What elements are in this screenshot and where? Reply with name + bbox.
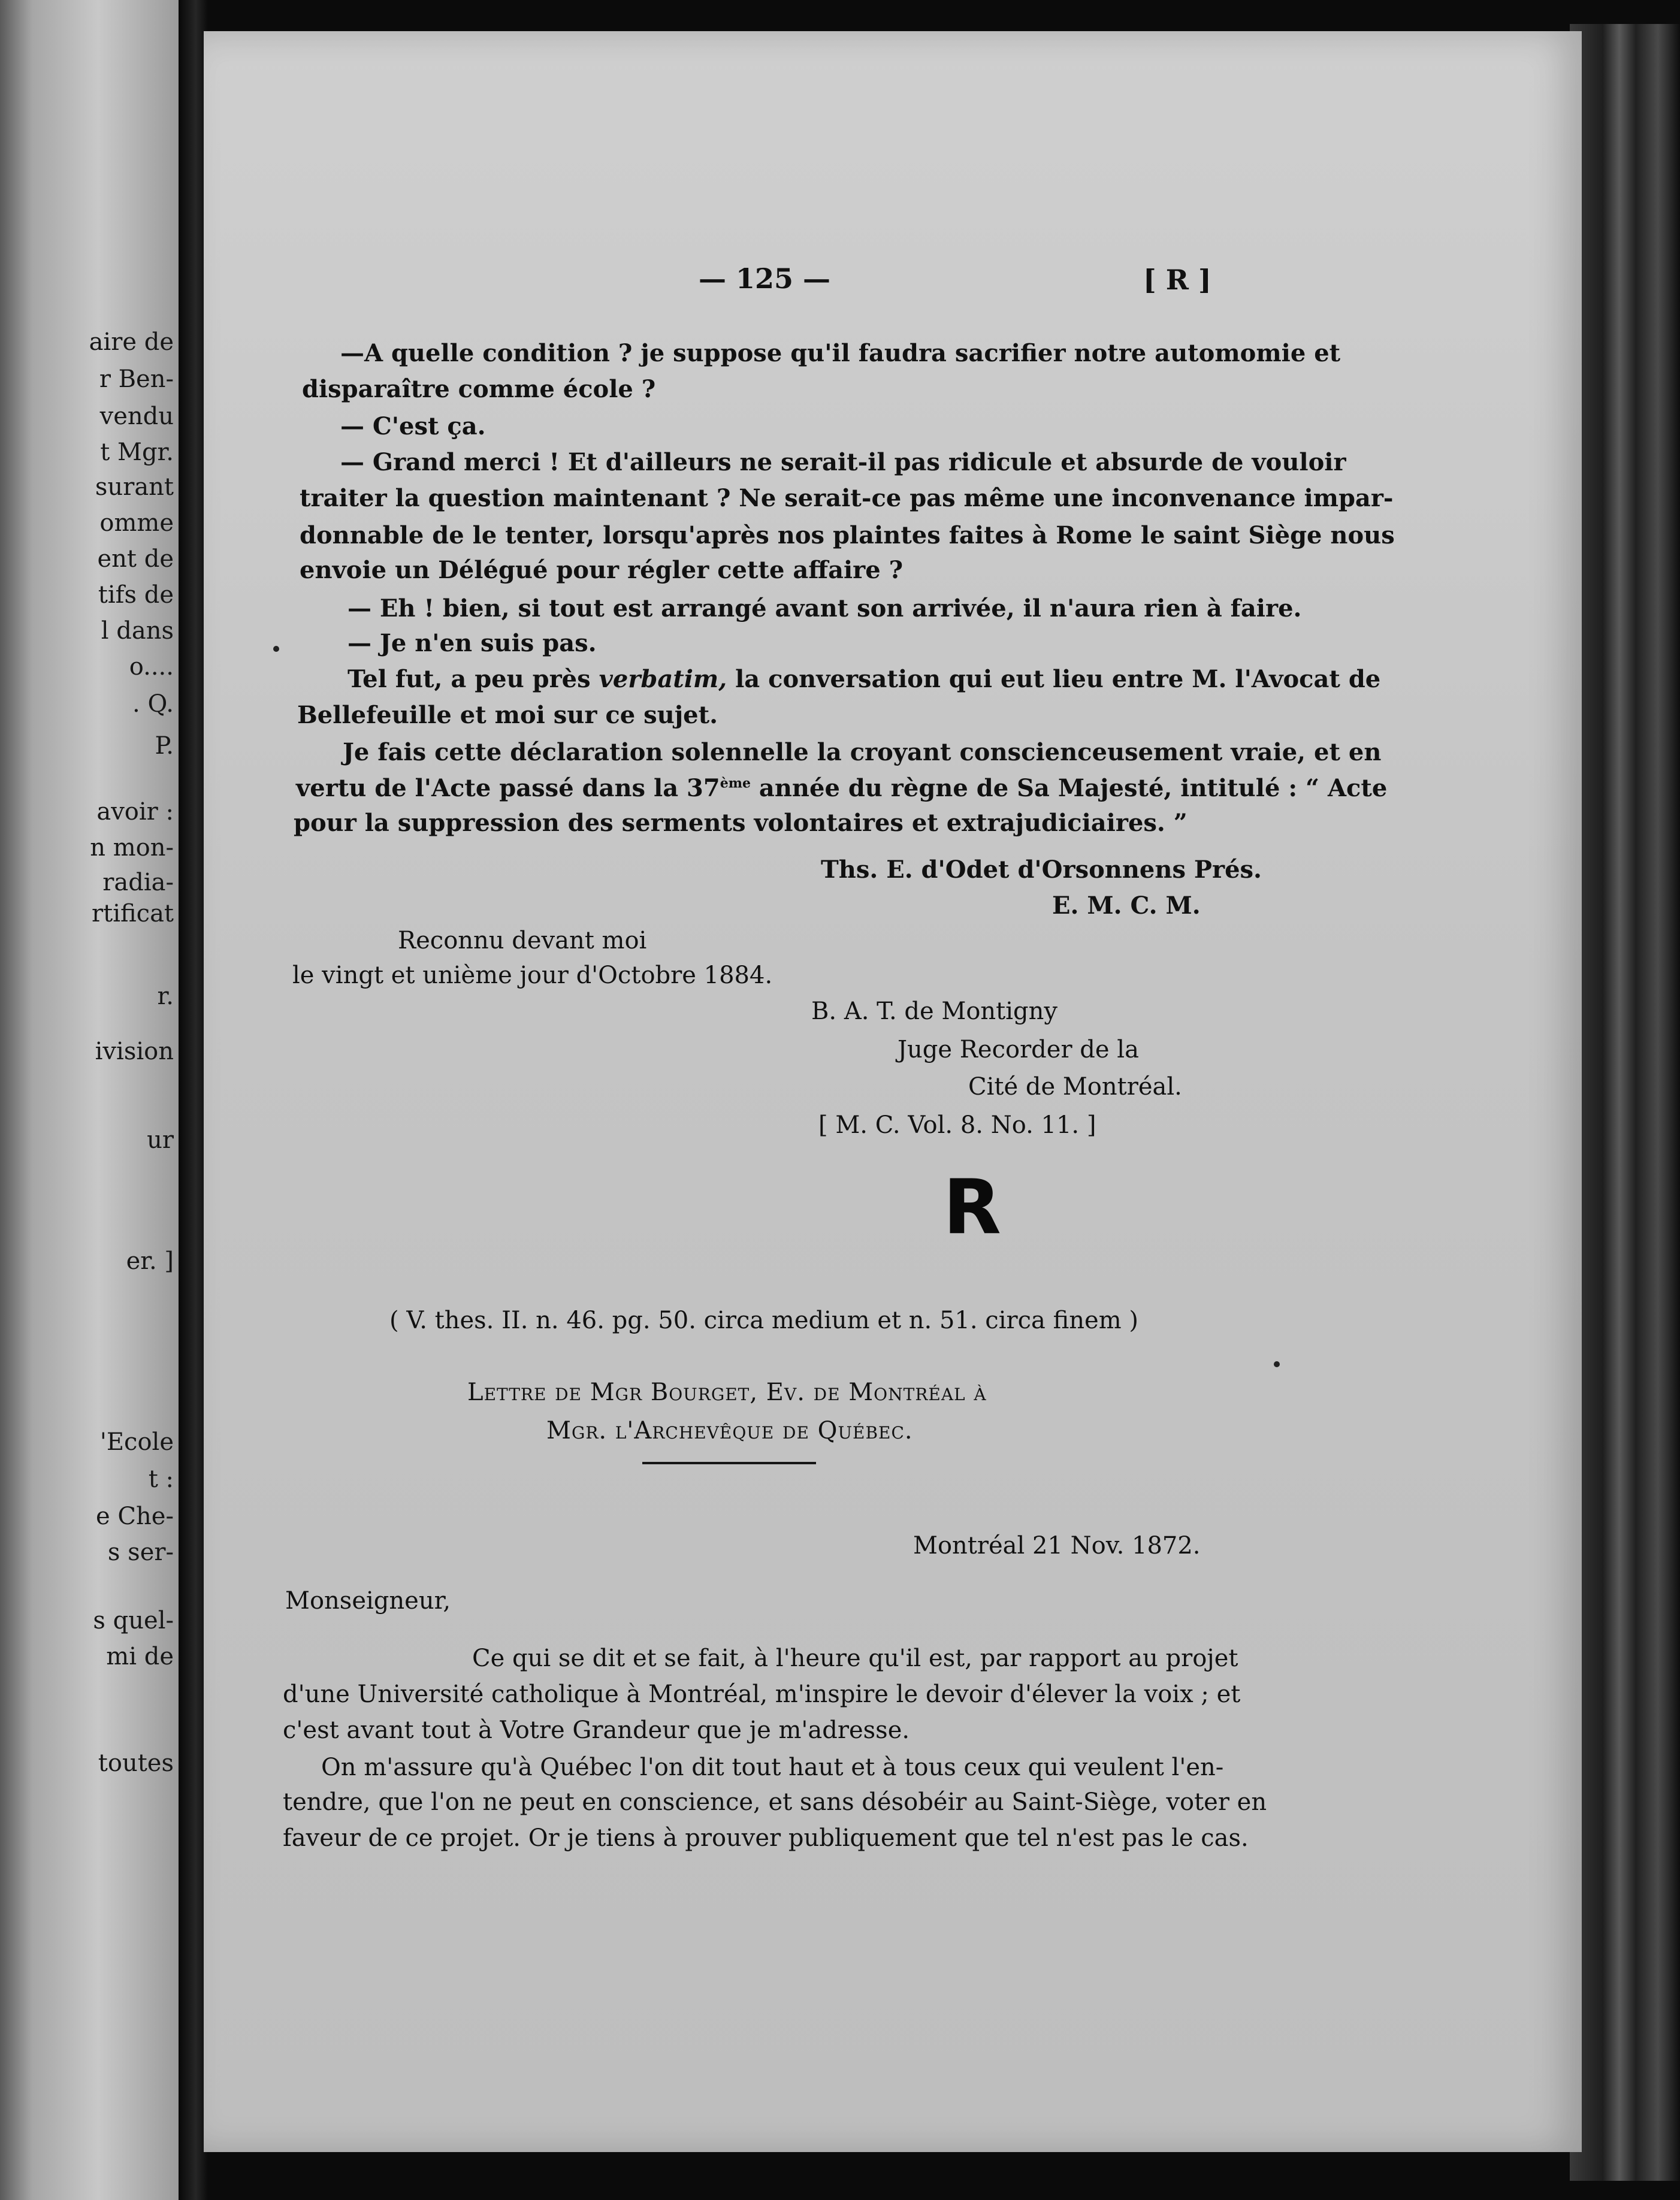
source-reference: [ M. C. Vol. 8. No. 11. ] (818, 1111, 1096, 1139)
body-text: Tel fut, a peu près (348, 665, 591, 693)
body-line: traiter la question maintenant ? Ne serait-ce pas même une inconvenance impar- (300, 484, 1394, 512)
left-line: t Mgr. (100, 439, 174, 466)
letter-line: On m'assure qu'à Québec l'on dit tout haut et à tous ceux qui veulent l'en- (321, 1754, 1224, 1781)
left-line: P. (155, 732, 174, 760)
body-line: — Grand merci ! Et d'ailleurs ne serait-il pas ridicule et absurde de vouloir (340, 448, 1346, 476)
letter-heading: Lettre de Mgr Bourget, Ev. de Montréal à (467, 1379, 987, 1406)
ordinal-superscript: ème (720, 775, 751, 791)
signature-title: E. M. C. M. (1052, 892, 1201, 920)
body-line: — C'est ça. (340, 412, 486, 440)
body-line: — Eh ! bien, si tout est arrangé avant son arrivée, il n'aura rien à faire. (348, 594, 1302, 622)
left-line: mi de (106, 1643, 174, 1670)
attestation-line: Reconnu devant moi (398, 927, 647, 954)
left-line: omme (99, 509, 174, 537)
left-line: . Q. (132, 690, 174, 718)
left-line: rtificat (92, 900, 174, 927)
judge-name: B. A. T. de Montigny (811, 998, 1057, 1025)
body-line (348, 667, 1380, 691)
body-line: pour la suppression des serments volontaires et extrajudiciaires. ” (294, 809, 1188, 837)
left-line: radia- (102, 869, 174, 896)
body-line: Bellefeuille et moi sur ce sujet. (297, 701, 718, 729)
cross-reference: ( V. thes. II. n. 46. pg. 50. circa medium et n. 51. circa finem ) (389, 1307, 1138, 1334)
attestation-date: le vingt et unième jour d'Octobre 1884. (292, 962, 773, 989)
left-line: e Che- (96, 1503, 174, 1530)
left-line: tifs de (98, 581, 174, 609)
left-line: s ser- (107, 1539, 174, 1566)
main-page (204, 31, 1582, 2152)
left-line: n mon- (90, 834, 174, 862)
page-edge-shadow (1570, 24, 1680, 2181)
latin-term: verbatim, (599, 665, 727, 693)
left-line: t : (148, 1465, 174, 1493)
body-line (296, 776, 1387, 800)
body-text: vertu de l'Acte passé dans la 37 (296, 774, 720, 802)
left-line: surant (95, 473, 174, 501)
judge-title: Juge Recorder de la (898, 1036, 1139, 1063)
left-line: er. ] (126, 1247, 174, 1275)
left-line: r Ben- (99, 365, 174, 393)
letter-heading: Mgr. l'Archevêque de Québec. (546, 1417, 913, 1444)
left-line: 'Ecole (99, 1428, 174, 1456)
section-divider-rule (642, 1462, 816, 1464)
letter-date: Montréal 21 Nov. 1872. (913, 1532, 1201, 1560)
body-text: année du règne de Sa Majesté, intitulé : “ Acte (759, 774, 1388, 802)
ink-speck (1274, 1361, 1280, 1367)
body-line: —A quelle condition ? je suppose qu'il faudra sacrifier notre automomie et (340, 339, 1341, 367)
body-line: Je fais cette déclaration solennelle la croyant conscienceusement vraie, et en (343, 738, 1382, 766)
signature-name: Ths. E. d'Odet d'Orsonnens Prés. (821, 856, 1262, 884)
left-line: avoir : (96, 798, 174, 826)
left-line: aire de (89, 328, 174, 356)
left-line: toutes (98, 1749, 174, 1777)
ink-speck (273, 646, 279, 652)
left-line: s quel- (93, 1607, 174, 1634)
letter-line: tendre, que l'on ne peut en conscience, et sans désobéir au Saint-Siège, voter en (283, 1788, 1267, 1816)
letter-line: c'est avant tout à Votre Grandeur que je m'adresse. (283, 1717, 910, 1744)
left-line: vendu (99, 403, 174, 430)
page-number: — 125 — (699, 262, 831, 295)
book-gutter (179, 0, 207, 2200)
body-text: la conversation qui eut lieu entre M. l'Avocat de (735, 665, 1381, 693)
letter-line: faveur de ce projet. Or je tiens à prouver publiquement que tel n'est pas le cas. (283, 1824, 1249, 1852)
left-line: r. (157, 983, 174, 1010)
letter-line: d'une Université catholique à Montréal, m'inspire le devoir d'élever la voix ; et (283, 1681, 1241, 1708)
left-line: o.... (129, 653, 174, 681)
body-line: envoie un Délégué pour régler cette affaire ? (300, 556, 904, 584)
left-line: ur (147, 1126, 174, 1154)
judge-location: Cité de Montréal. (968, 1073, 1182, 1101)
letter-salutation: Monseigneur, (285, 1587, 451, 1615)
left-line: ent de (97, 545, 174, 573)
body-line: disparaître comme école ? (302, 375, 656, 403)
left-facing-page (0, 0, 179, 2200)
letter-line: Ce qui se dit et se fait, à l'heure qu'il est, par rapport au projet (472, 1645, 1238, 1672)
section-letter: R (943, 1163, 1002, 1251)
left-line: l dans (101, 617, 174, 645)
section-mark: [ R ] (1143, 264, 1211, 296)
body-line: — Je n'en suis pas. (348, 629, 597, 657)
body-line: donnable de le tenter, lorsqu'après nos plaintes faites à Rome le saint Siège nous (300, 521, 1395, 549)
left-line: ivision (95, 1038, 174, 1065)
